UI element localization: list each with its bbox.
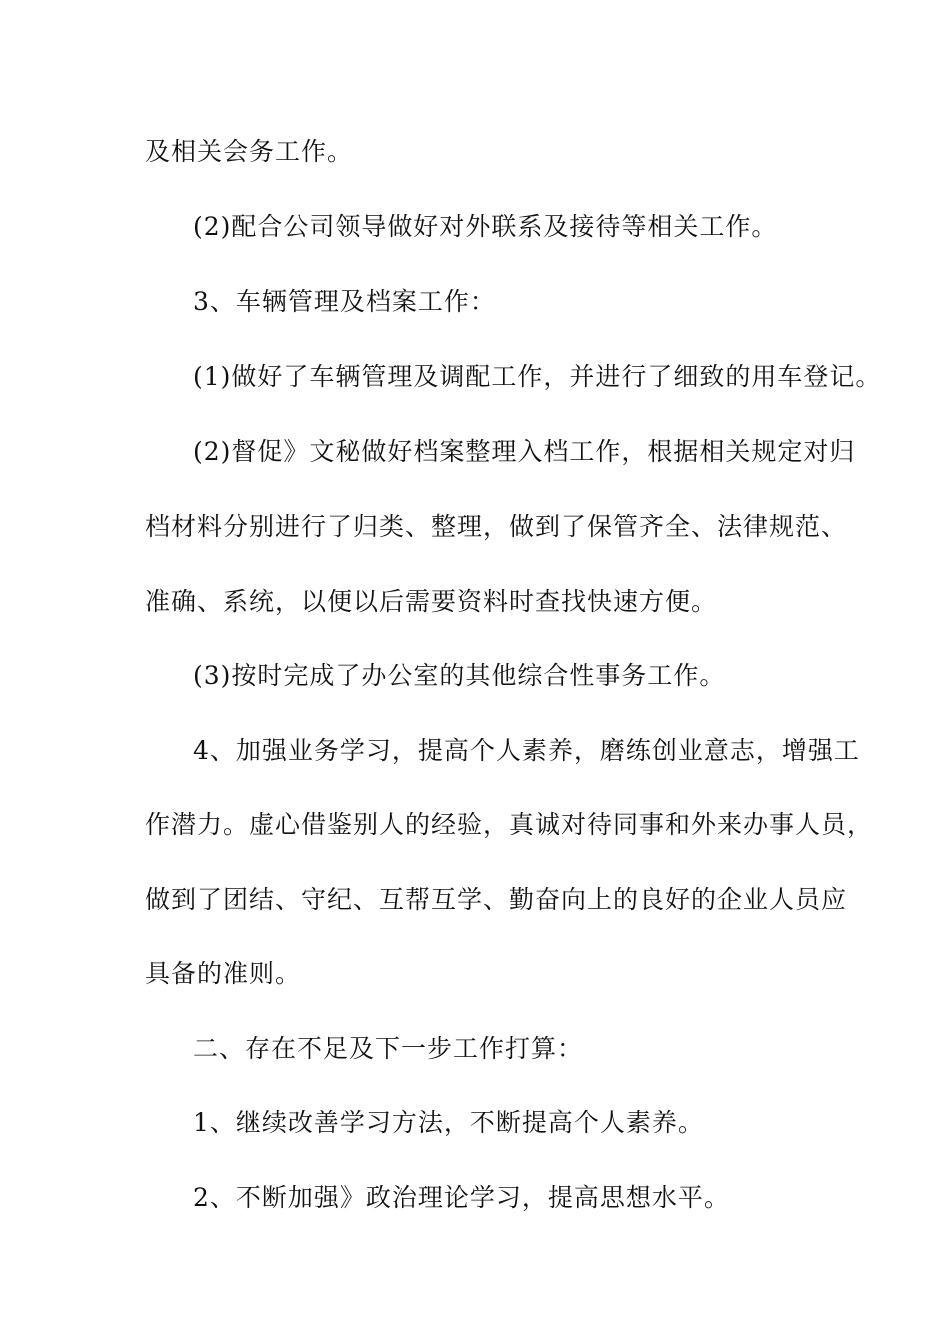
text-line: 4、加强业务学习，提高个人素养，磨练创业意志，增强工 [193, 736, 860, 765]
text-line: 准确、系统，以便以后需要资料时查找快速方便。 [145, 587, 718, 616]
text-line: 及相关会务工作。 [145, 137, 354, 166]
text-line: 2、不断加强》政治理论学习，提高思想水平。 [193, 1183, 730, 1212]
text-line: 作潜力。虚心借鉴别人的经验，真诚对待同事和外来办事人员， [145, 810, 874, 839]
text-line: (2)配合公司领导做好对外联系及接待等相关工作。 [193, 212, 778, 241]
section-heading: 二、存在不足及下一步工作打算： [193, 1034, 584, 1063]
text-line: 1、继续改善学习方法，不断提高个人素养。 [193, 1108, 704, 1137]
text-line: 档材料分别进行了归类、整理，做到了保管齐全、法律规范、 [145, 512, 848, 541]
text-line: (1)做好了车辆管理及调配工作，并进行了细致的用车登记。 [193, 362, 882, 391]
text-line: 3、车辆管理及档案工作： [193, 287, 496, 316]
text-line: 做到了团结、守纪、互帮互学、勤奋向上的良好的企业人员应 [145, 885, 848, 914]
text-line: (2)督促》文秘做好档案整理入档工作，根据相关规定对归 [193, 437, 856, 466]
text-line: (3)按时完成了办公室的其他综合性事务工作。 [193, 661, 726, 690]
text-line: 具备的准则。 [145, 959, 302, 988]
